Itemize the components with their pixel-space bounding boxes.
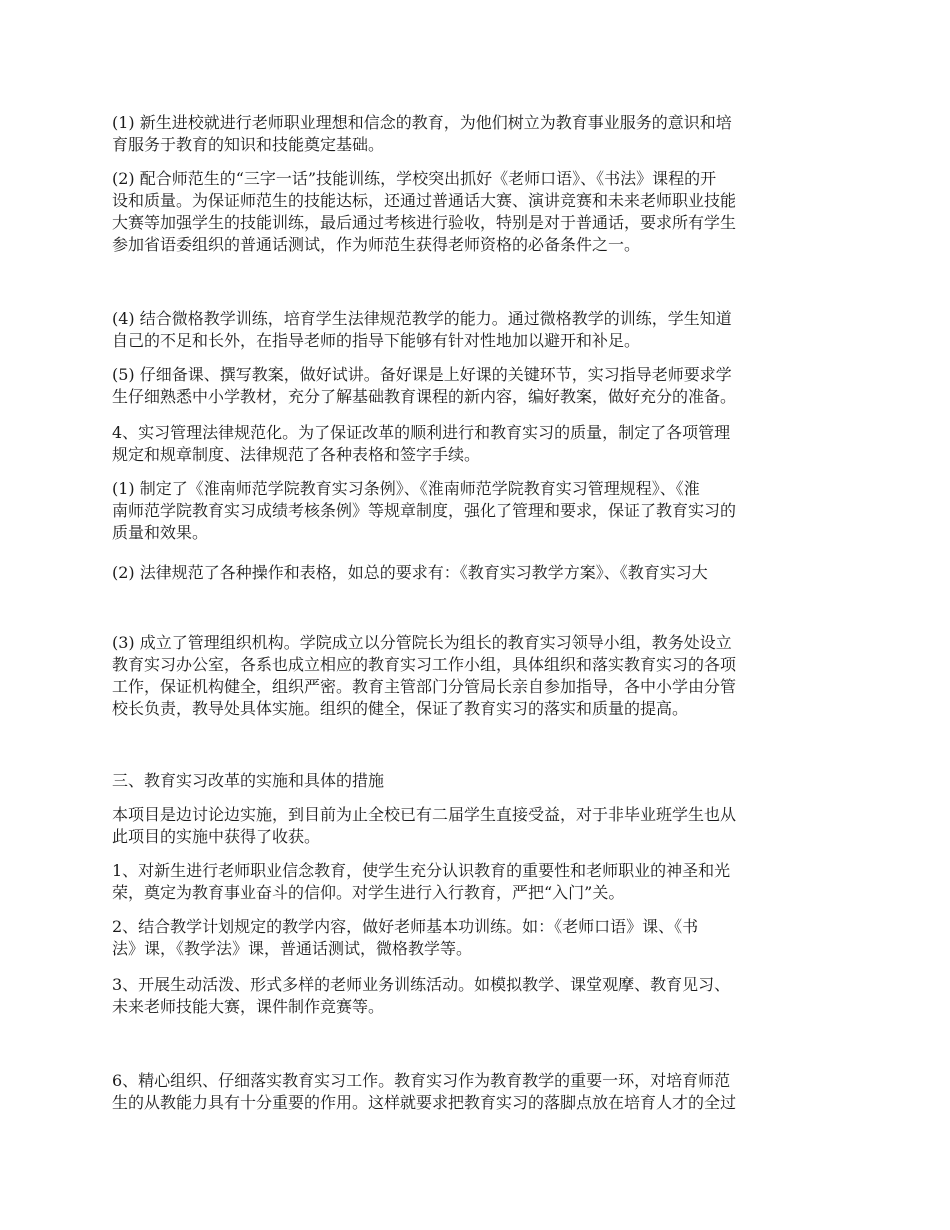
paragraph-measure-1: 1、对新生进行老师职业信念教育，使学生充分认识教育的重要性和老师职业的神圣和光 荣，奠定为教育事业奋斗的信仰。对学生进行入行教育，严把“入门”关。 [112, 861, 731, 902]
paragraph-three-skills-training: (2) 配合师范生的“三字一话”技能训练，学校突出抓好《老师口语》、《书法》课程的开 设和质量。为保证师范生的技能达标，还通过普通话大赛、演讲竞赛和未来老师职业技能 大赛等加强学生的技能训练，最后通过考核进行验收，特别是对于普通话，要求所有学生 参加省语委组织的普通话测试，作为师范生获得老师资格的必备条件之一。 [112, 169, 737, 254]
paragraph-operations-forms: (2) 法律规范了各种操作和表格，如总的要求有：《教育实习教学方案》、《教育实习大 [112, 563, 708, 582]
paragraph-regulations: (1) 制定了《淮南师范学院教育实习条例》、《淮南师范学院教育实习管理规程》、《淮 南师范学院教育实习成绩考核条例》等规章制度，强化了管理和要求，保证了教育实习的 质量和效果。 [112, 479, 737, 542]
paragraph-project-overview: 本项目是边讨论边实施，到目前为止全校已有二届学生直接受益，对于非毕业班学生也从 此项目的实施中获得了收获。 [112, 805, 737, 846]
section-heading-implementation: 三、教育实习改革的实施和具体的措施 [112, 771, 385, 790]
paragraph-measure-2: 2、结合教学计划规定的教学内容，做好老师基本功训练。如：《老师口语》课、《书 法》课，《教学法》课，普通话测试，微格教学等。 [112, 917, 699, 958]
paragraph-new-student-ideals: (1) 新生进校就进行老师职业理想和信念的教育，为他们树立为教育事业服务的意识和培 育服务于教育的知识和技能奠定基础。 [112, 113, 732, 154]
paragraph-organization: (3) 成立了管理组织机构。学院成立以分管院长为组长的教育实习领导小组，教务处设立 教育实习办公室，各系也成立相应的教育实习工作小组，具体组织和落实教育实习的各项 工作，保证机构健全，组织严密。教育主管部门分管局长亲自参加指导，各中小学由分管 校长负责，教导处具体实施。组织的健全，保证了教育实习的落实和质量的提高。 [112, 633, 737, 718]
paragraph-measure-3: 3、开展生动活泼、形式多样的老师业务训练活动。如模拟教学、课堂观摩、教育见习、 未来老师技能大赛，课件制作竞赛等。 [112, 975, 731, 1016]
paragraph-measure-6: 6、精心组织、仔细落实教育实习工作。教育实习作为教育教学的重要一环，对培育师范 生的从教能力具有十分重要的作用。这样就要求把教育实习的落脚点放在培育人才的全过 [112, 1071, 737, 1112]
paragraph-management-standardization: 4、实习管理法律规范化。为了保证改革的顺利进行和教育实习的质量，制定了各项管理 规定和规章制度、法律规范了各种表格和签字手续。 [112, 423, 731, 464]
paragraph-microteaching: (4) 结合微格教学训练，培育学生法律规范教学的能力。通过微格教学的训练，学生知道 自己的不足和长外，在指导老师的指导下能够有针对性地加以避开和补足。 [112, 309, 732, 350]
paragraph-lesson-preparation: (5) 仔细备课、撰写教案，做好试讲。备好课是上好课的关键环节，实习指导老师要求学 生仔细熟悉中小学教材，充分了解基础教育课程的新内容，编好教案，做好充分的准备。 [112, 365, 737, 406]
